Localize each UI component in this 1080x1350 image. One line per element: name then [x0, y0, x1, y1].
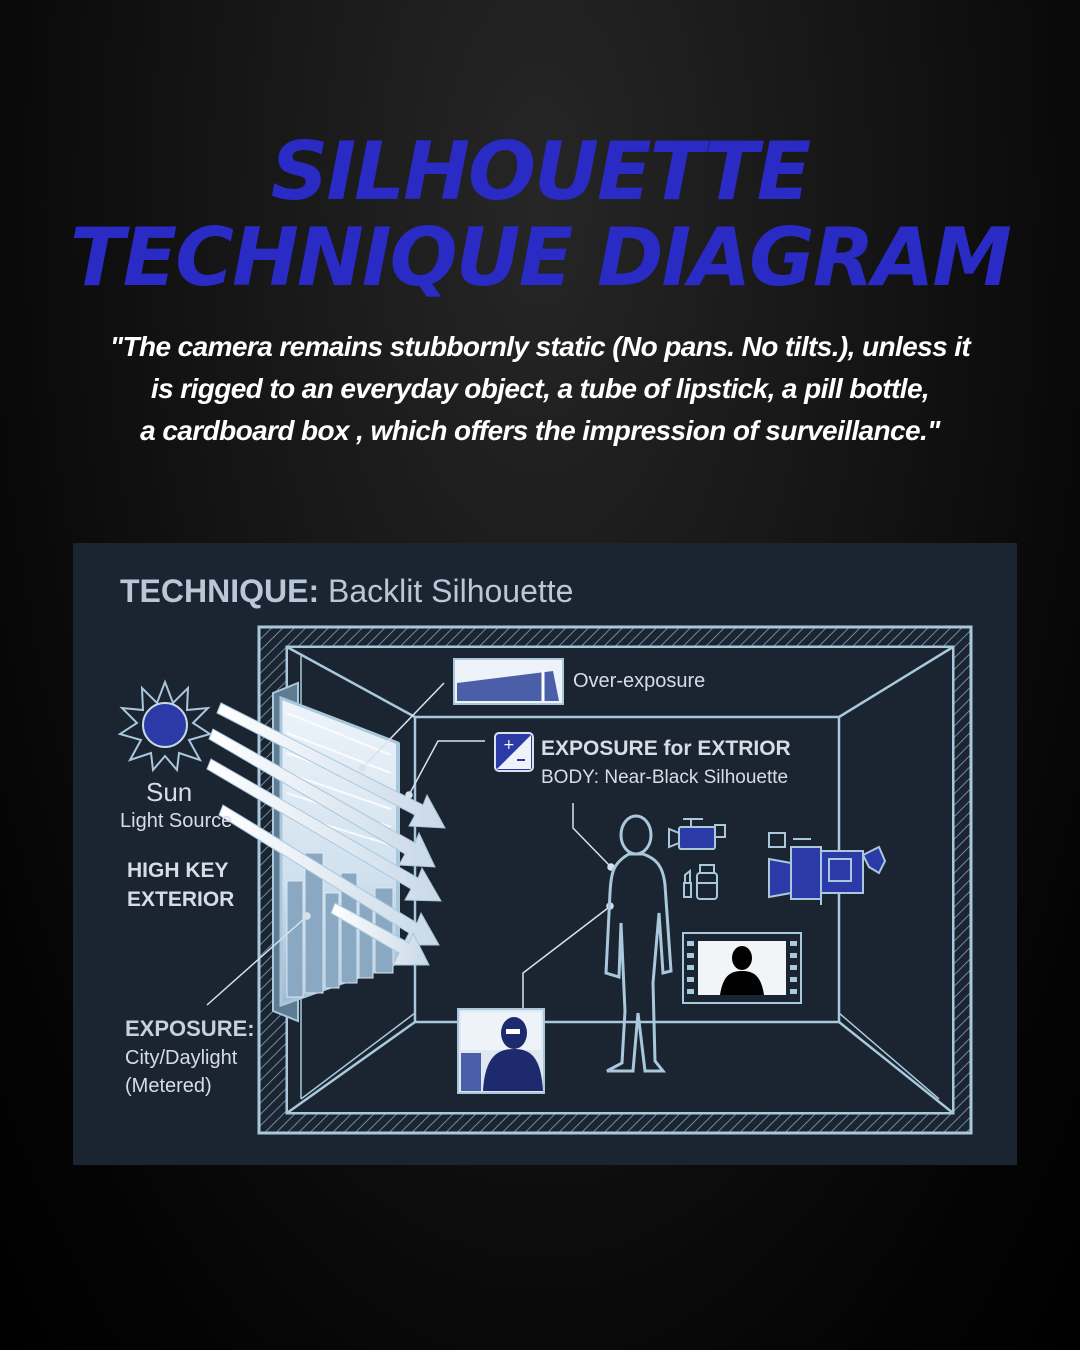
- quote: [0, 326, 1080, 452]
- high-key-label-line-2: EXTERIOR: [127, 888, 235, 911]
- monitor-silhouette-icon: [683, 933, 801, 1003]
- high-key-label-line-1: HIGH KEY: [127, 859, 229, 882]
- svg-text:+: +: [503, 737, 515, 753]
- overexposure-thumbnail: [454, 659, 563, 704]
- quote-line-1: "The camera remains stubbornly static (No pans. No tilts.), unless it: [109, 331, 971, 362]
- title-line-1: SILHOUETTE: [270, 125, 810, 218]
- sun-icon: [120, 682, 210, 770]
- sun-sublabel: Light Source: [120, 810, 233, 832]
- sun-label: Sun: [146, 777, 193, 807]
- exposure-compensation-icon: [495, 733, 533, 771]
- technique-label: TECHNIQUE:: [120, 573, 320, 609]
- exposure-line-1: City/Daylight: [125, 1047, 238, 1069]
- exposure-line-2: (Metered): [125, 1075, 212, 1097]
- quote-line-3: a cardboard box , which offers the impression of surveillance.": [140, 415, 940, 446]
- exposure-label: EXPOSURE:: [125, 1016, 255, 1041]
- technique-value: Backlit Silhouette: [328, 573, 574, 609]
- room-diagram: [73, 543, 1017, 1165]
- diagram-panel: [73, 543, 1017, 1165]
- body-label: BODY: Near-Black Silhouette: [541, 767, 789, 788]
- quote-line-2: is rigged to an everyday object, a tube of lipstick, a pill bottle,: [150, 373, 930, 404]
- exposure-exterior-label: EXPOSURE for EXTRIOR: [541, 737, 791, 760]
- overexposure-label: Over-exposure: [573, 670, 706, 692]
- silhouette-thumbnail: [458, 1009, 544, 1093]
- technique-heading: [120, 573, 573, 610]
- title-line-2: TECHNIQUE DIAGRAM: [70, 211, 1010, 304]
